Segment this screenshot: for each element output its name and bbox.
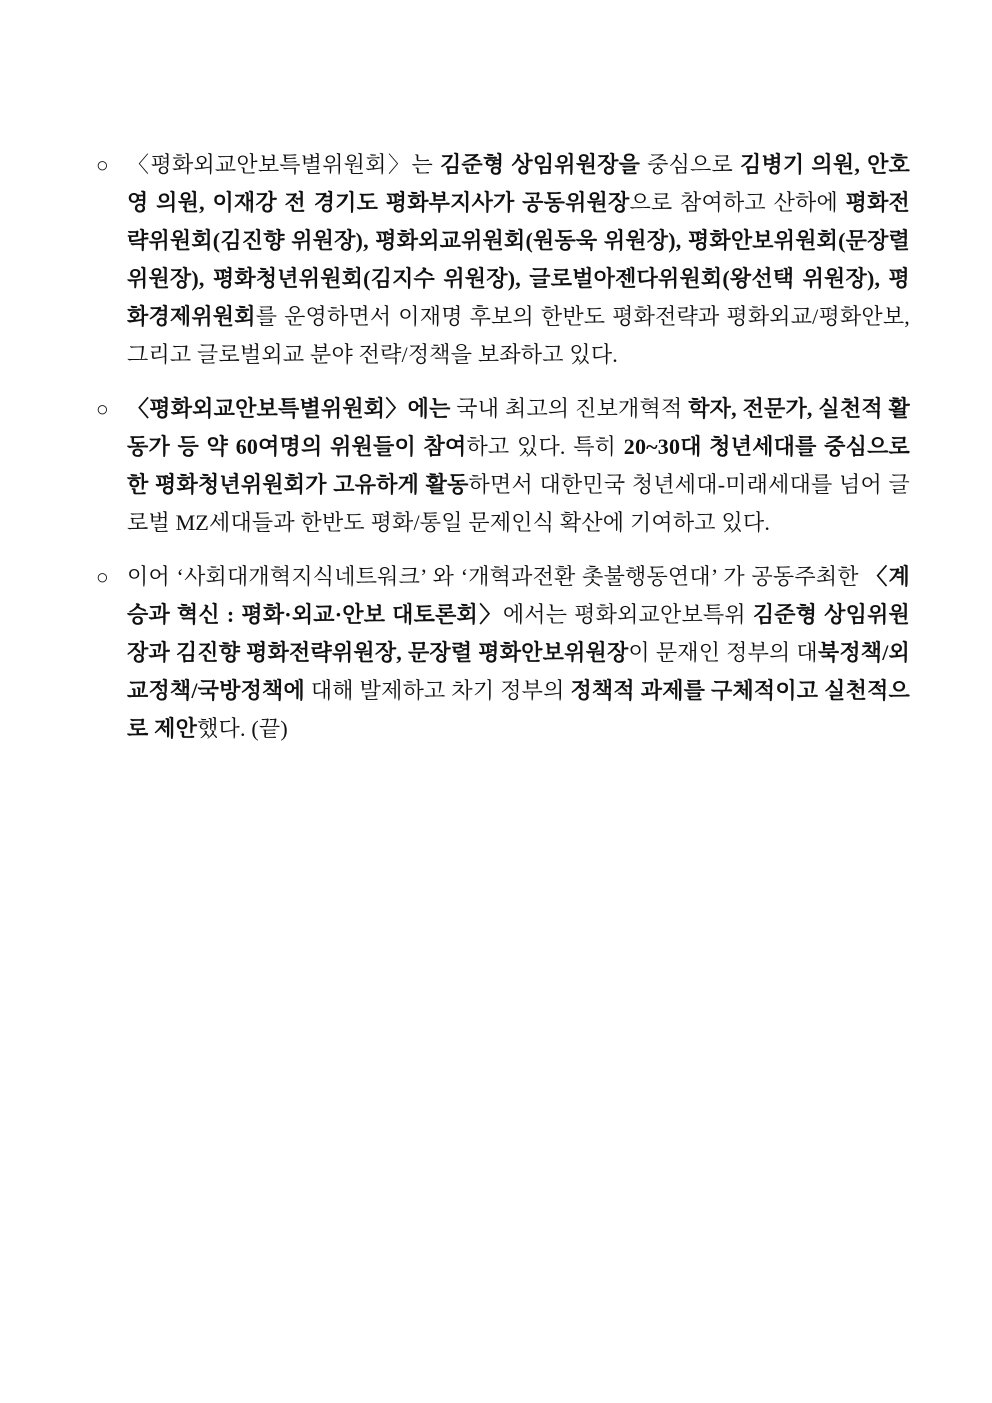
text-segment: 국내 최고의 진보개혁적 — [450, 396, 689, 421]
text-segment: 대해 발제하고 차기 정부의 — [304, 678, 571, 703]
bullet-paragraph — [96, 390, 910, 542]
bullet-paragraph — [96, 558, 910, 748]
text-segment: 김준형 상임위원장과 김진향 평화전략위원장, 문장렬 평화안보위원장 — [127, 602, 910, 665]
text-segment: 20~30대 청년세대를 중심으로 한 평화청년위원회가 고유하게 활동 — [127, 434, 910, 497]
text-segment: 하면서 대한민국 청년세대-미래세대를 넘어 글로벌 MZ세대들과 한반도 평화/통일 문제인식 확산에 기여하고 있다. — [127, 472, 910, 535]
paragraph-text — [127, 564, 910, 741]
text-segment: 이 문재인 정부의 대 — [628, 640, 818, 665]
text-segment: 를 운영하면서 이재명 후보의 한반도 평화전략과 평화외교/평화안보, 그리고 글로벌외교 분야 전략/정책을 보좌하고 있다. — [127, 304, 910, 367]
text-segment: 〈계승과 혁신 : 평화·외교·안보 대토론회〉 — [127, 564, 910, 627]
text-segment: 정책적 과제를 구체적이고 실천적으로 제안 — [127, 678, 910, 741]
bullet-paragraph — [96, 146, 910, 374]
text-segment: 〈평화외교안보특별위원회〉는 — [127, 152, 440, 177]
circle-bullet-icon: ○ — [96, 397, 109, 421]
document-body — [96, 146, 910, 748]
paragraph-text — [127, 396, 910, 535]
text-segment: 하고 있다. 특히 — [466, 434, 624, 459]
text-segment: 김준형 상임위원장을 — [439, 152, 641, 177]
text-segment: 학자, 전문가, 실천적 활동가 등 약 60여명의 위원들이 참여 — [127, 396, 910, 459]
paragraph-text — [127, 152, 910, 367]
text-segment: 〈평화외교안보특별위원회〉에는 — [127, 396, 451, 421]
text-segment: 김병기 의원, 안호영 의원, 이재강 전 경기도 평화부지사가 공동위원장 — [127, 152, 910, 215]
text-segment: 중심으로 — [640, 152, 740, 177]
text-segment: 했다. (끝) — [197, 716, 288, 741]
text-segment: 으로 참여하고 산하에 — [629, 190, 846, 215]
text-segment: 이어 ‘사회대개혁지식네트워크’ 와 ‘개혁과전환 촛불행동연대’ 가 공동주최한 — [127, 564, 866, 589]
circle-bullet-icon: ○ — [96, 153, 109, 177]
text-segment: 에서는 평화외교안보특위 — [502, 602, 753, 627]
circle-bullet-icon: ○ — [96, 565, 109, 589]
text-segment: 북정책/외교정책/국방정책에 — [127, 640, 910, 703]
text-segment: 평화전략위원회(김진향 위원장), 평화외교위원회(원동욱 위원장), 평화안보위원회(문장렬 위원장), 평화청년위원회(김지수 위원장), 글로벌아젠다위원회(왕선택 위원장), 평화경제위원회 — [127, 190, 910, 329]
